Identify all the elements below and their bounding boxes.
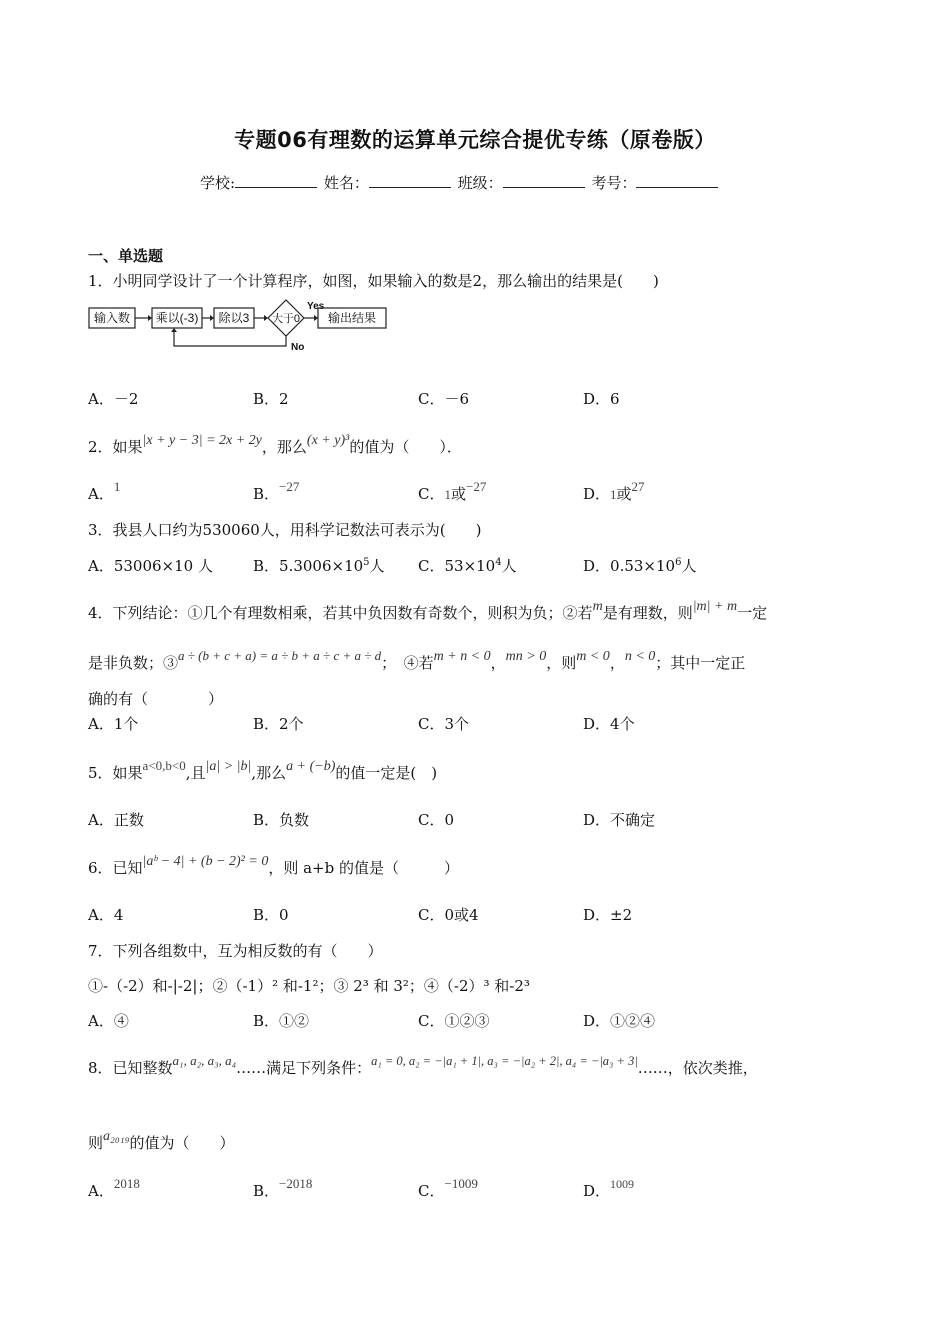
question-2 xyxy=(88,433,462,457)
q3-option-b: B．$5.3006\times 10^5$人 xyxy=(253,557,385,575)
q1-option-d: D．6 xyxy=(583,390,620,408)
q7-option-b: B．①② xyxy=(253,1012,310,1030)
question-4-line-3: 确的有（ ） xyxy=(88,690,224,708)
q6-option-c: C．0或4 xyxy=(418,906,479,924)
flow-yes-label: Yes xyxy=(307,301,325,312)
flow-multiply-label: 乘以(-3) xyxy=(155,311,199,325)
exam-no-label: 考号： xyxy=(591,174,637,192)
q8-option-d: D．$^{1009}$ xyxy=(583,1177,635,1200)
question-1-text: 1．小明同学设计了一个计算程序，如图，如果输入的数是2，那么输出的结果是( ) xyxy=(88,272,659,290)
q2-option-b: B．−27 xyxy=(253,479,300,503)
q6-option-b: B．0 xyxy=(253,906,289,924)
q5-option-a: A．正数 xyxy=(88,811,144,829)
flow-input-label: 输入数 xyxy=(93,311,131,325)
q4-option-a: A．1个 xyxy=(88,715,139,733)
q7-option-c: C．①②③ xyxy=(418,1012,490,1030)
q2-mid: ，那么 xyxy=(261,438,307,456)
question-8-line-1: 8．已知整数a₁, a₂, a₃, a₄……满足下列条件：$^{a_1 = 0, a_2 = -|a_1 + 1|, a_3 = -|a_2 + 2|, a_4 = -|a_3 + 3|}$……，依次类推， xyxy=(88,1053,758,1077)
class-blank xyxy=(503,173,585,188)
q8-option-b: B．−2018 xyxy=(253,1176,313,1200)
q6-option-d: D．±2 xyxy=(583,906,633,924)
q7-option-d: D．①②④ xyxy=(583,1012,656,1030)
q1-option-b: B．2 xyxy=(253,390,289,408)
school-blank xyxy=(235,173,317,188)
question-6: 6．已知|aᵇ − 4| + (b − 2)² = 0，则 a+b 的值是（ ） xyxy=(88,854,459,877)
section-heading: 一、单选题 xyxy=(88,247,164,265)
q8-option-c: C．−1009 xyxy=(418,1176,478,1200)
q8-option-a: A．2018 xyxy=(88,1176,140,1200)
question-4-line-1: 4．下列结论：①几个有理数相乘，若其中负因数有奇数个，则积为负；②若m是有理数，则|m| + m一定 xyxy=(88,599,768,622)
q2-option-a: A．1 xyxy=(88,479,121,503)
q2-option-c: C．1或−27 xyxy=(418,479,487,503)
question-7-items: ①-（-2）和-|-2|；②（-1）² 和-1²；③ 2³ 和 3²；④（-2）³ 和-2³ xyxy=(88,977,530,995)
flow-condition-label: 大于0 xyxy=(271,313,301,325)
question-4-line-2: 是非负数；③a ÷ (b + c + a) = a ÷ b + a ÷ c + a ÷ d； ④若m + n < 0，mn > 0，则m < 0，n < 0；其中一定正 xyxy=(88,648,746,672)
flow-divide-label: 除以3 xyxy=(218,311,250,325)
flow-no-label: No xyxy=(291,342,305,353)
q6-option-a: A．4 xyxy=(88,906,124,924)
q2-formula-2: (x + y)³ xyxy=(306,433,350,448)
q5-option-b: B．负数 xyxy=(253,811,310,829)
question-8-line-2: 则a₂₀₁₉的值为（ ） xyxy=(88,1129,235,1152)
q3-option-c: C．$53\times 10^4$人 xyxy=(418,557,517,575)
name-blank xyxy=(369,173,451,188)
flow-output-label: 输出结果 xyxy=(327,311,377,325)
q5-option-d: D．不确定 xyxy=(583,811,656,829)
question-5: 5．如果a<0,b<0,且|a| > |b|,那么a + (−b)的值一定是( ) xyxy=(88,758,438,782)
q2-formula-1: |x + y − 3| = 2x + 2y xyxy=(142,433,262,448)
exam-no-blank xyxy=(636,173,718,188)
q4-option-c: C．3个 xyxy=(418,715,470,733)
q7-option-a: A．④ xyxy=(88,1012,129,1030)
student-info-line xyxy=(200,172,720,193)
flowchart-diagram xyxy=(88,298,388,354)
q2-post: 的值为（ ）． xyxy=(349,438,462,456)
school-label: 学校: xyxy=(200,174,236,192)
name-label: 姓名： xyxy=(323,174,369,192)
page-title: 专题06有理数的运算单元综合提优专练（原卷版） xyxy=(234,128,716,152)
class-label: 班级： xyxy=(457,174,503,192)
q4-option-d: D．4个 xyxy=(583,715,635,733)
q2-option-d: D．1或27 xyxy=(583,479,645,503)
q1-option-c: C．－6 xyxy=(418,390,470,408)
q3-option-d: D．$0.53\times 10^6$人 xyxy=(583,557,697,575)
question-7-text: 7．下列各组数中，互为相反数的有（ ） xyxy=(88,942,383,960)
q5-option-c: C．0 xyxy=(418,811,455,829)
q3-option-a: A．53006×10 人 xyxy=(88,557,213,575)
q4-option-b: B．2个 xyxy=(253,715,304,733)
q2-pre: 2．如果 xyxy=(88,438,143,456)
q1-option-a: A．－2 xyxy=(88,390,139,408)
question-3-text: 3．我县人口约为530060人，用科学记数法可表示为( ) xyxy=(88,521,482,539)
flow-loop-line xyxy=(174,332,286,346)
